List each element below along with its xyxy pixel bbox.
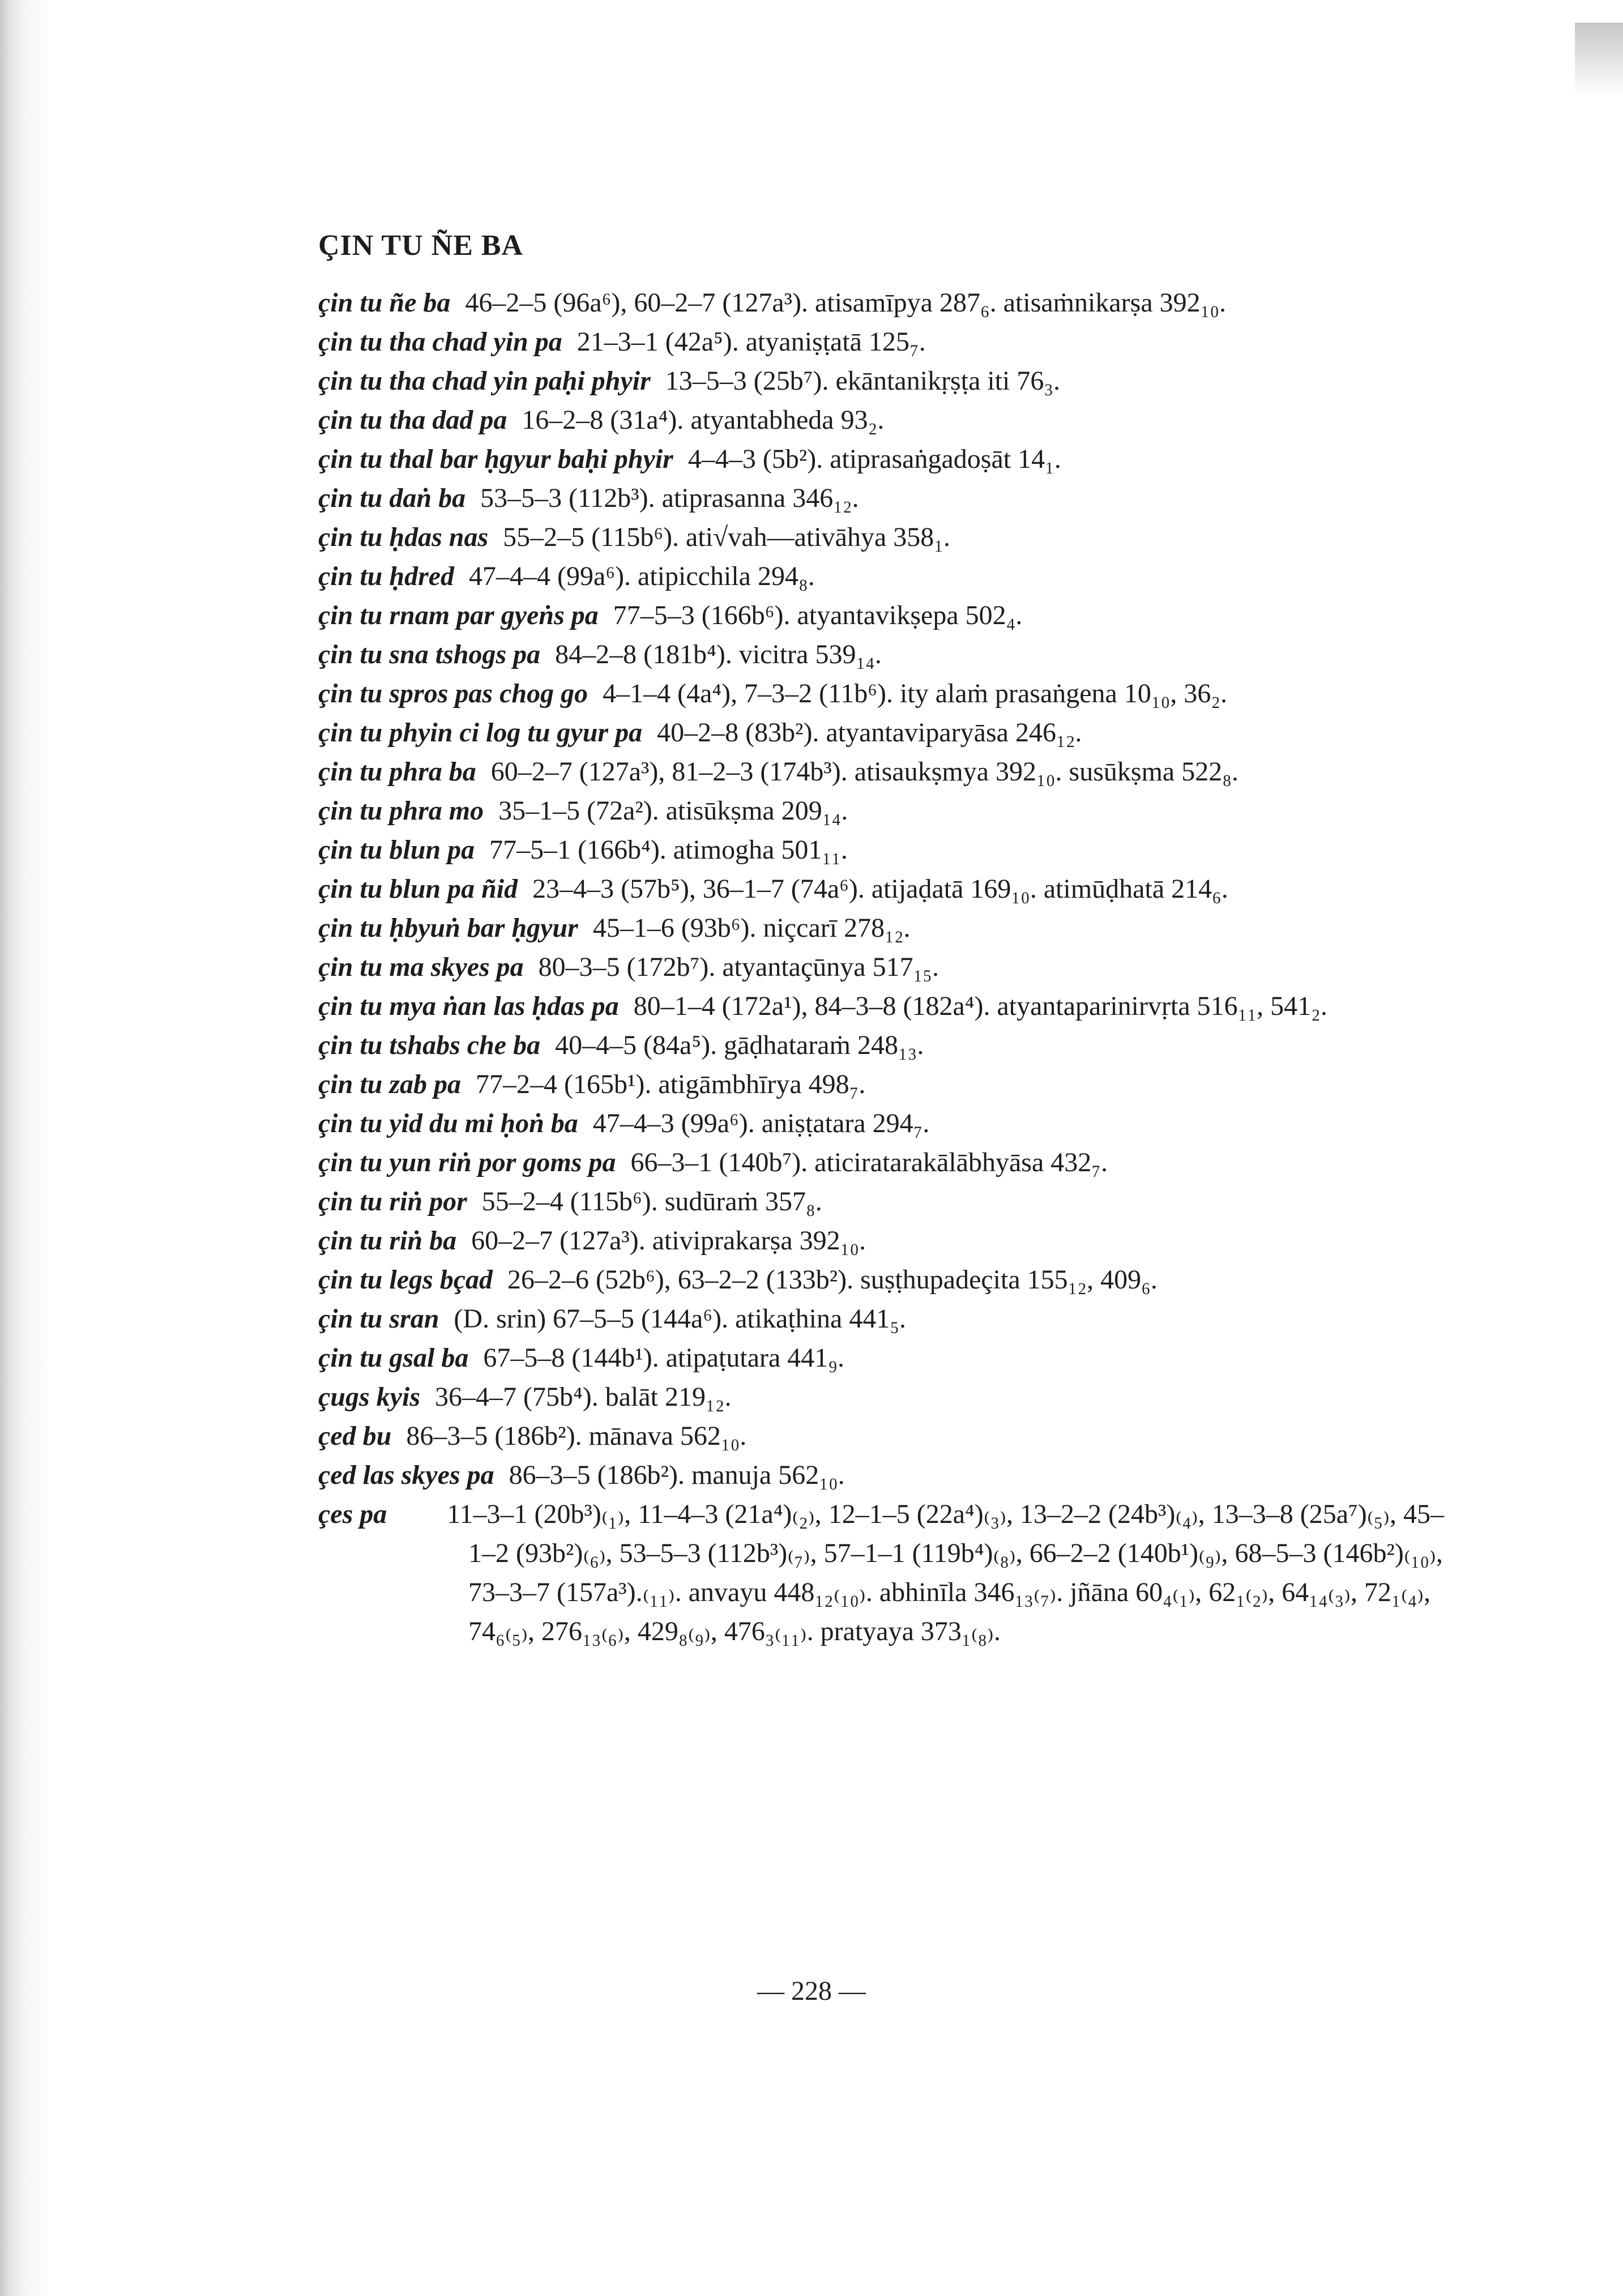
list-item: [318, 830, 1445, 869]
entry-body: 46–2–5 (96a⁶), 60–2–7 (127a³). atisamīpya 287₆. atisaṁnikarṣa 392₁₀.: [465, 288, 1227, 318]
scan-binding-shadow: [0, 0, 51, 2296]
entry-body: 23–4–3 (57b⁵), 36–1–7 (74a⁶). atijaḍatā 169₁₀. atimūḍhatā 214₆.: [532, 874, 1228, 904]
entry-headword: çin tu spros pas chog go: [318, 678, 588, 709]
entry-body: 66–3–1 (140b⁷). aticiratarakālābhyāsa 432₇.: [630, 1147, 1108, 1177]
entry-body: 40–2–8 (83b²). atyantaviparyāsa 246₁₂.: [657, 718, 1082, 748]
entry-headword: çin tu riṅ ba: [318, 1226, 457, 1256]
entry-body: 16–2–8 (31a⁴). atyantabheda 93₂.: [522, 405, 885, 435]
entry-headword: çin tu rnam par gyeṅs pa: [318, 600, 599, 630]
list-item: [318, 1456, 1445, 1495]
entry-headword: çin tu riṅ por: [318, 1187, 467, 1217]
list-item: [318, 1495, 1445, 1651]
entry-body: (D. srin) 67–5–5 (144a⁶). atikaṭhina 441₅.: [454, 1304, 907, 1334]
entry-body: 11–3–1 (20b³)₍₁₎, 11–4–3 (21a⁴)₍₂₎, 12–1–5 (22a⁴)₍₃₎, 13–2–2 (24b³)₍₄₎, 13–3–8 (25a⁷)₍₅₎, 45–1–2 (93b²)₍₆₎, 53–5–3 (112b³)₍₇₎, 57–1–1 (119b⁴)₍₈₎, 66–2–2 (140b¹)₍₉₎, 68–5–3 (146b²)₍₁₀₎, 73–3–7 (157a³).₍₁₁₎. anvayu 448₁₂₍₁₀₎. abhinīla 346₁₃₍₇₎. jñāna 60₄₍₁₎, 62₁₍₂₎, 64₁₄₍₃₎, 72₁₍₄₎, 74₆₍₅₎, 276₁₃₍₆₎, 429₈₍₉₎, 476₃₍₁₁₎. pratyaya 373₁₍₈₎.: [447, 1499, 1445, 1646]
entry-headword: çin tu phra ba: [318, 757, 476, 787]
entry-list: [318, 283, 1445, 1651]
list-item: [318, 283, 1445, 322]
list-item: [318, 1143, 1445, 1182]
entry-headword: çin tu blun pa ñid: [318, 874, 518, 904]
entry-body: 67–5–8 (144b¹). atipaṭutara 441₉.: [483, 1343, 845, 1373]
entry-headword: çin tu sna tshogs pa: [318, 639, 541, 669]
entry-headword: çin tu ḥdred: [318, 561, 455, 591]
entry-headword: çugs kyis: [318, 1382, 420, 1412]
list-item: [318, 908, 1445, 948]
list-item: [318, 518, 1445, 557]
entry-body: 45–1–6 (93b⁶). niçcarī 278₁₂.: [592, 913, 911, 943]
entry-headword: çin tu mya ṅan las ḥdas pa: [318, 991, 619, 1021]
list-item: [318, 1221, 1445, 1260]
entry-headword: çin tu ḥdas nas: [318, 522, 489, 552]
entry-headword: çin tu yun riṅ por goms pa: [318, 1147, 616, 1177]
entry-headword: çin tu thal bar ḥgyur baḥi phyir: [318, 444, 673, 474]
entry-body: 47–4–3 (99a⁶). aniṣṭatara 294₇.: [592, 1108, 930, 1138]
entry-headword: çin tu ñe ba: [318, 288, 451, 318]
entry-body: 80–1–4 (172a¹), 84–3–8 (182a⁴). atyantaparinirvṛta 516₁₁, 541₂.: [633, 991, 1327, 1021]
entry-body: 47–4–4 (99a⁶). atipicchila 294₈.: [469, 561, 815, 591]
page-heading: ÇIN TU ÑE BA: [318, 229, 524, 262]
entry-headword: çes pa: [318, 1499, 387, 1529]
entry-body: 77–2–4 (165b¹). atigāmbhīrya 498₇.: [476, 1069, 866, 1099]
list-item: [318, 674, 1445, 713]
entry-body: 53–5–3 (112b³). atiprasanna 346₁₂.: [480, 483, 859, 513]
entry-headword: çin tu yid du mi ḥoṅ ba: [318, 1108, 578, 1138]
entry-headword: çin tu ma skyes pa: [318, 952, 524, 982]
entry-headword: çin tu blun pa: [318, 835, 475, 865]
entry-body: 40–4–5 (84a⁵). gāḍhataraṁ 248₁₃.: [555, 1030, 924, 1060]
list-item: [318, 1299, 1445, 1338]
entry-headword: çin tu daṅ ba: [318, 483, 466, 513]
list-item: [318, 1026, 1445, 1065]
entry-headword: çin tu tha dad pa: [318, 405, 507, 435]
list-item: [318, 1416, 1445, 1456]
entry-body: 35–1–5 (72a²). atisūkṣma 209₁₄.: [498, 796, 848, 826]
list-item: [318, 322, 1445, 361]
list-item: [318, 752, 1445, 791]
entry-headword: çin tu tha chad yin pa: [318, 327, 562, 357]
entry-body: 77–5–1 (166b⁴). atimogha 501₁₁.: [489, 835, 848, 865]
list-item: [318, 1260, 1445, 1299]
entry-body: 60–2–7 (127a³). ativiprakarṣa 392₁₀.: [471, 1226, 866, 1256]
entry-body: 86–3–5 (186b²). manuja 562₁₀.: [509, 1460, 845, 1490]
list-item: [318, 479, 1445, 518]
entry-headword: çin tu sran: [318, 1304, 439, 1334]
entry-headword: çin tu tshabs che ba: [318, 1030, 541, 1060]
entry-body: 26–2–6 (52b⁶), 63–2–2 (133b²). suṣṭhupadeçita 155₁₂, 409₆.: [507, 1265, 1158, 1295]
list-item: [318, 987, 1445, 1026]
list-item: [318, 557, 1445, 596]
entry-body: 60–2–7 (127a³), 81–2–3 (174b³). atisaukṣmya 392₁₀. susūkṣma 522₈.: [490, 757, 1238, 787]
entry-body: 4–1–4 (4a⁴), 7–3–2 (11b⁶). ity alaṁ prasaṅgena 10₁₀, 36₂.: [603, 678, 1228, 709]
entry-body: 86–3–5 (186b²). mānava 562₁₀.: [406, 1421, 747, 1451]
list-item: [318, 439, 1445, 479]
list-item: [318, 1377, 1445, 1416]
list-item: [318, 596, 1445, 635]
entry-body: 21–3–1 (42a⁵). atyaniṣṭatā 125₇.: [576, 327, 926, 357]
entry-headword: çin tu zab pa: [318, 1069, 462, 1099]
entry-headword: çin tu phra mo: [318, 796, 484, 826]
entry-body: 55–2–5 (115b⁶). ati√vah—ativāhya 358₁.: [503, 522, 950, 552]
entry-headword: çin tu tha chad yin paḥi phyir: [318, 366, 651, 396]
entry-headword: çin tu ḥbyuṅ bar ḥgyur: [318, 913, 578, 943]
entry-headword: çed bu: [318, 1421, 392, 1451]
list-item: [318, 1104, 1445, 1143]
scan-corner-mark: [1575, 23, 1623, 96]
list-item: [318, 1182, 1445, 1221]
list-item: [318, 791, 1445, 830]
page-number: — 228 —: [757, 1976, 866, 2006]
entry-body: 80–3–5 (172b⁷). atyantaçūnya 517₁₅.: [538, 952, 939, 982]
list-item: [318, 1065, 1445, 1104]
entry-headword: çin tu legs bçad: [318, 1265, 493, 1295]
list-item: [318, 713, 1445, 752]
entry-body: 36–4–7 (75b⁴). balāt 219₁₂.: [435, 1382, 732, 1412]
entry-body: 13–5–3 (25b⁷). ekāntanikṛṣṭa iti 76₃.: [665, 366, 1061, 396]
list-item: [318, 948, 1445, 987]
list-item: [318, 361, 1445, 400]
list-item: [318, 1338, 1445, 1377]
entry-body: 55–2–4 (115b⁶). sudūraṁ 357₈.: [481, 1187, 822, 1217]
entry-body: 4–4–3 (5b²). atiprasaṅgadoṣāt 14₁.: [687, 444, 1061, 474]
entry-body: 84–2–8 (181b⁴). vicitra 539₁₄.: [555, 639, 882, 669]
list-item: [318, 869, 1445, 908]
entry-headword: çin tu gsal ba: [318, 1343, 469, 1373]
entry-headword: çed las skyes pa: [318, 1460, 494, 1490]
list-item: [318, 635, 1445, 674]
entry-headword: çin tu phyin ci log tu gyur pa: [318, 718, 643, 748]
entry-body: 77–5–3 (166b⁶). atyantavikṣepa 502₄.: [613, 600, 1023, 630]
list-item: [318, 400, 1445, 439]
